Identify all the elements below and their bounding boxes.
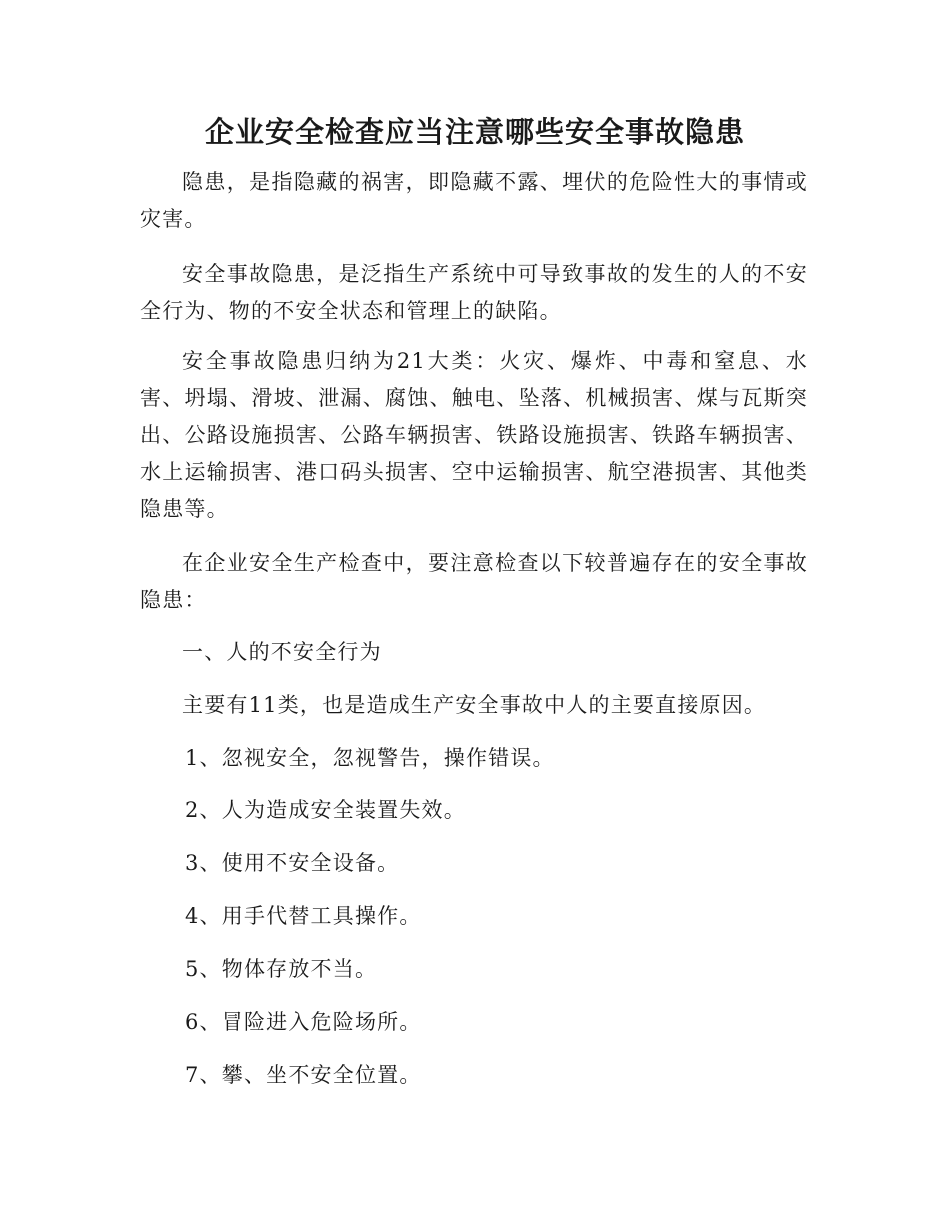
list-item: 2、人为造成安全装置失效。 — [185, 798, 466, 822]
list-item: 7、攀、坐不安全位置。 — [185, 1063, 422, 1087]
section-heading: 一、人的不安全行为 — [182, 640, 382, 664]
paragraph-categories: 安全事故隐患归纳为21大类：火灾、爆炸、中毒和窒息、水害、坍塌、滑坡、泄漏、腐蚀、触电、坠落、机械损害、煤与瓦斯突出、公路设施损害、公路车辆损害、铁路设施损害、铁路车辆损害、水上运输损害、港口码头损害、空中运输损害、航空港损害、其他类隐患等。 — [140, 349, 808, 521]
document-title: 企业安全检查应当注意哪些安全事故隐患 — [204, 115, 745, 149]
list-item: 6、冒险进入危险场所。 — [185, 1010, 422, 1034]
list-item: 5、物体存放不当。 — [185, 957, 378, 981]
list-item: 3、使用不安全设备。 — [185, 851, 400, 875]
list-item: 4、用手代替工具操作。 — [185, 904, 422, 928]
paragraph-definition: 隐患，是指隐藏的祸害，即隐藏不露、埋伏的危险性大的事情或灾害。 — [140, 170, 808, 231]
paragraph-accident-hazard: 安全事故隐患，是泛指生产系统中可导致事故的发生的人的不安全行为、物的不安全状态和管理上的缺陷。 — [140, 262, 808, 323]
list-item: 1、忽视安全，忽视警告，操作错误。 — [185, 746, 555, 770]
paragraph-inspection: 在企业安全生产检查中，要注意检查以下较普遍存在的安全事故隐患： — [140, 551, 808, 612]
paragraph-summary: 主要有11类，也是造成生产安全事故中人的主要直接原因。 — [182, 693, 767, 717]
